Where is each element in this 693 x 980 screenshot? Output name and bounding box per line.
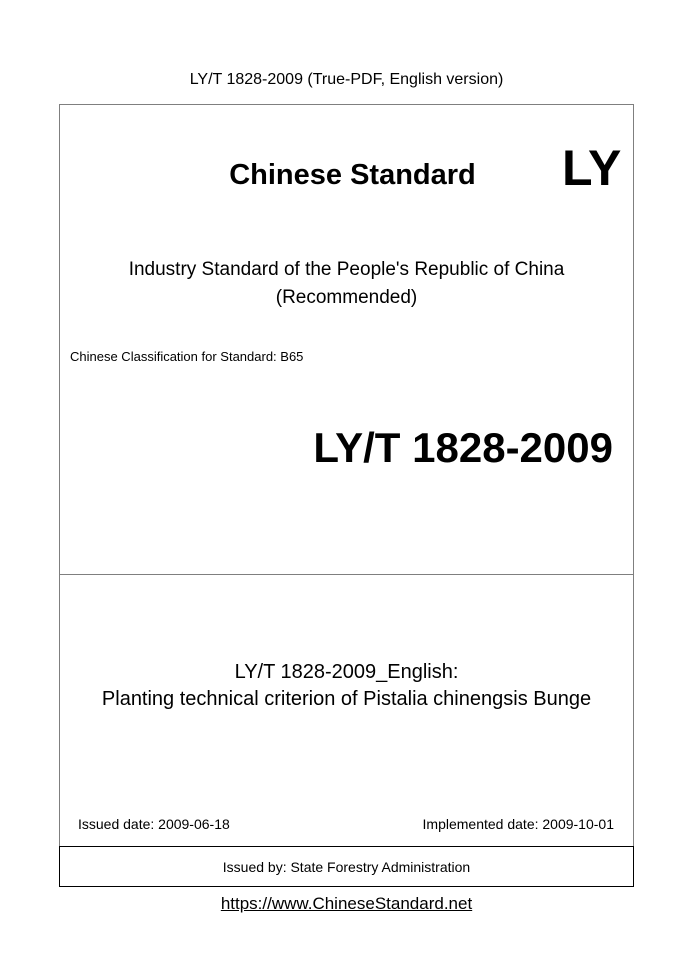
document-title-name: Planting technical criterion of Pistalia chinengsis Bunge xyxy=(101,688,592,710)
document-title-code: LY/T 1828-2009_English: xyxy=(234,661,459,683)
classification-line: Chinese Classification for Standard: B65 xyxy=(70,349,304,364)
standard-number: LY/T 1828-2009 xyxy=(313,424,613,471)
recommended-line: (Recommended) xyxy=(275,287,418,308)
implemented-date: Implemented date: 2009-10-01 xyxy=(422,816,614,832)
standard-code-logo: LY xyxy=(562,140,622,196)
issuer-text: Issued by: State Forestry Administration xyxy=(222,859,471,875)
industry-standard-line: Industry Standard of the People's Republic of China xyxy=(128,259,565,280)
document-id-header: LY/T 1828-2009 (True-PDF, English version) xyxy=(189,71,504,88)
website-link[interactable]: https://www.ChineseStandard.net xyxy=(220,894,473,913)
standard-category-title: Chinese Standard xyxy=(229,159,476,191)
issued-date: Issued date: 2009-06-18 xyxy=(78,816,230,832)
